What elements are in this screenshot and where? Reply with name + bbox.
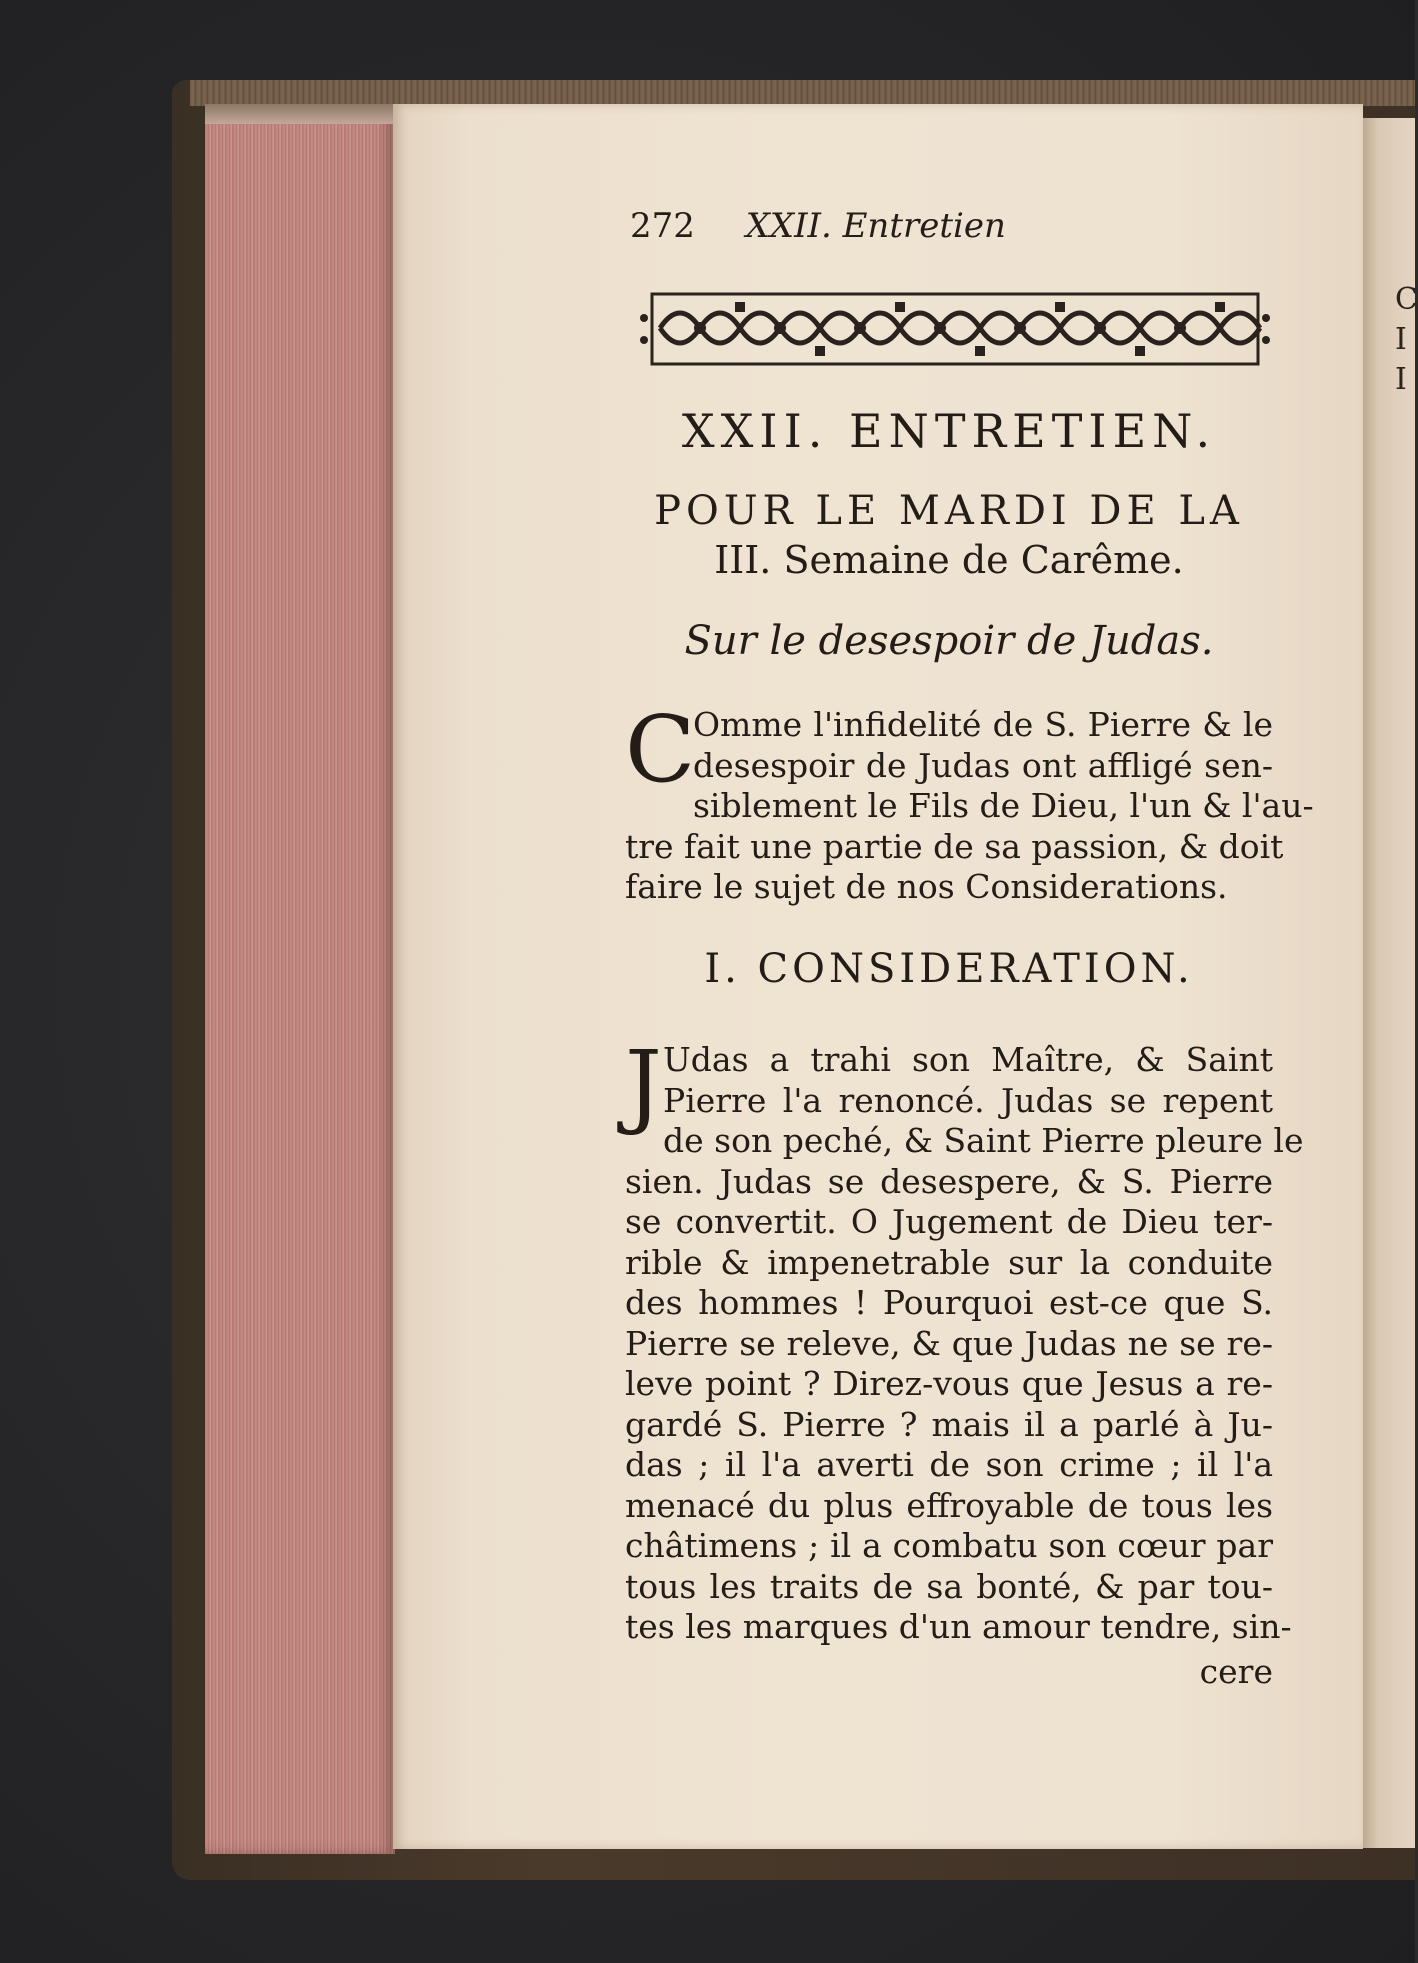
text-line: gardé S. Pierre ? mais il a parlé à Ju- — [625, 1404, 1273, 1444]
text-line: rible & impenetrable sur la conduite — [625, 1242, 1273, 1282]
facing-letter: I — [1395, 362, 1407, 397]
facing-page-letters — [1395, 280, 1418, 400]
text-line: tre fait une partie de sa passion, & doit — [625, 826, 1284, 866]
running-header — [630, 206, 1100, 246]
text-line: desespoir de Judas ont affligé sen- — [693, 745, 1273, 785]
text-line: menacé du plus effroyable de tous les — [625, 1485, 1273, 1525]
intro-paragraph — [625, 696, 1314, 908]
text-line: das ; il l'a averti de son crime ; il l'a — [625, 1445, 1273, 1484]
text-line: leve point ? Direz-vous que Jesus a re- — [625, 1364, 1273, 1403]
text-line: tous les traits de sa bonté, & par tou- — [625, 1566, 1273, 1606]
text-line: se convertit. O Jugement de Dieu ter- — [625, 1202, 1273, 1241]
facing-letter: I — [1395, 322, 1407, 357]
text-line: siblement le Fils de Dieu, l'un & l'au- — [693, 786, 1314, 825]
catchword: cere — [1199, 1652, 1273, 1691]
facing-letter: C — [1395, 282, 1418, 317]
chapter-topic: Sur le desespoir de Judas. — [684, 618, 1214, 664]
cover-top-edge — [190, 80, 1415, 106]
chapter-title: XXII. ENTRETIEN. — [681, 404, 1217, 458]
page-block-top — [205, 104, 395, 124]
drop-cap: J — [625, 1031, 662, 1138]
text-line: Udas a trahi son Maître, & Saint — [663, 1040, 1273, 1079]
text-line: faire le sujet de nos Considerations. — [625, 867, 1228, 906]
ornament-band — [640, 288, 1270, 370]
chapter-subtitle-2: III. Semaine de Carême. — [714, 538, 1184, 582]
drop-cap: C — [625, 696, 696, 803]
page-number: 272 — [630, 206, 695, 246]
text-line: des hommes ! Pourquoi est-ce que S. — [625, 1283, 1273, 1322]
text-line: de son peché, & Saint Pierre pleure le — [663, 1121, 1304, 1160]
running-title: XXII. Entretien — [745, 206, 1006, 246]
text-line: Pierre se releve, & que Judas ne se re- — [625, 1323, 1273, 1363]
page-block-edges — [205, 104, 395, 1854]
text-line: Pierre l'a renoncé. Judas se repent — [663, 1080, 1273, 1120]
text-line: châtimens ; il a combatu son cœur par — [625, 1526, 1273, 1565]
chapter-subtitle-1: POUR LE MARDI DE LA — [654, 488, 1244, 534]
text-line: tes les marques d'un amour tendre, sin- — [625, 1607, 1292, 1646]
text-line: Omme l'infidelité de S. Pierre & le — [693, 705, 1273, 744]
section-heading: I. CONSIDERATION. — [704, 946, 1194, 992]
section-paragraph — [625, 1031, 1304, 1648]
text-line: sien. Judas se desespere, & S. Pierre — [625, 1161, 1273, 1201]
